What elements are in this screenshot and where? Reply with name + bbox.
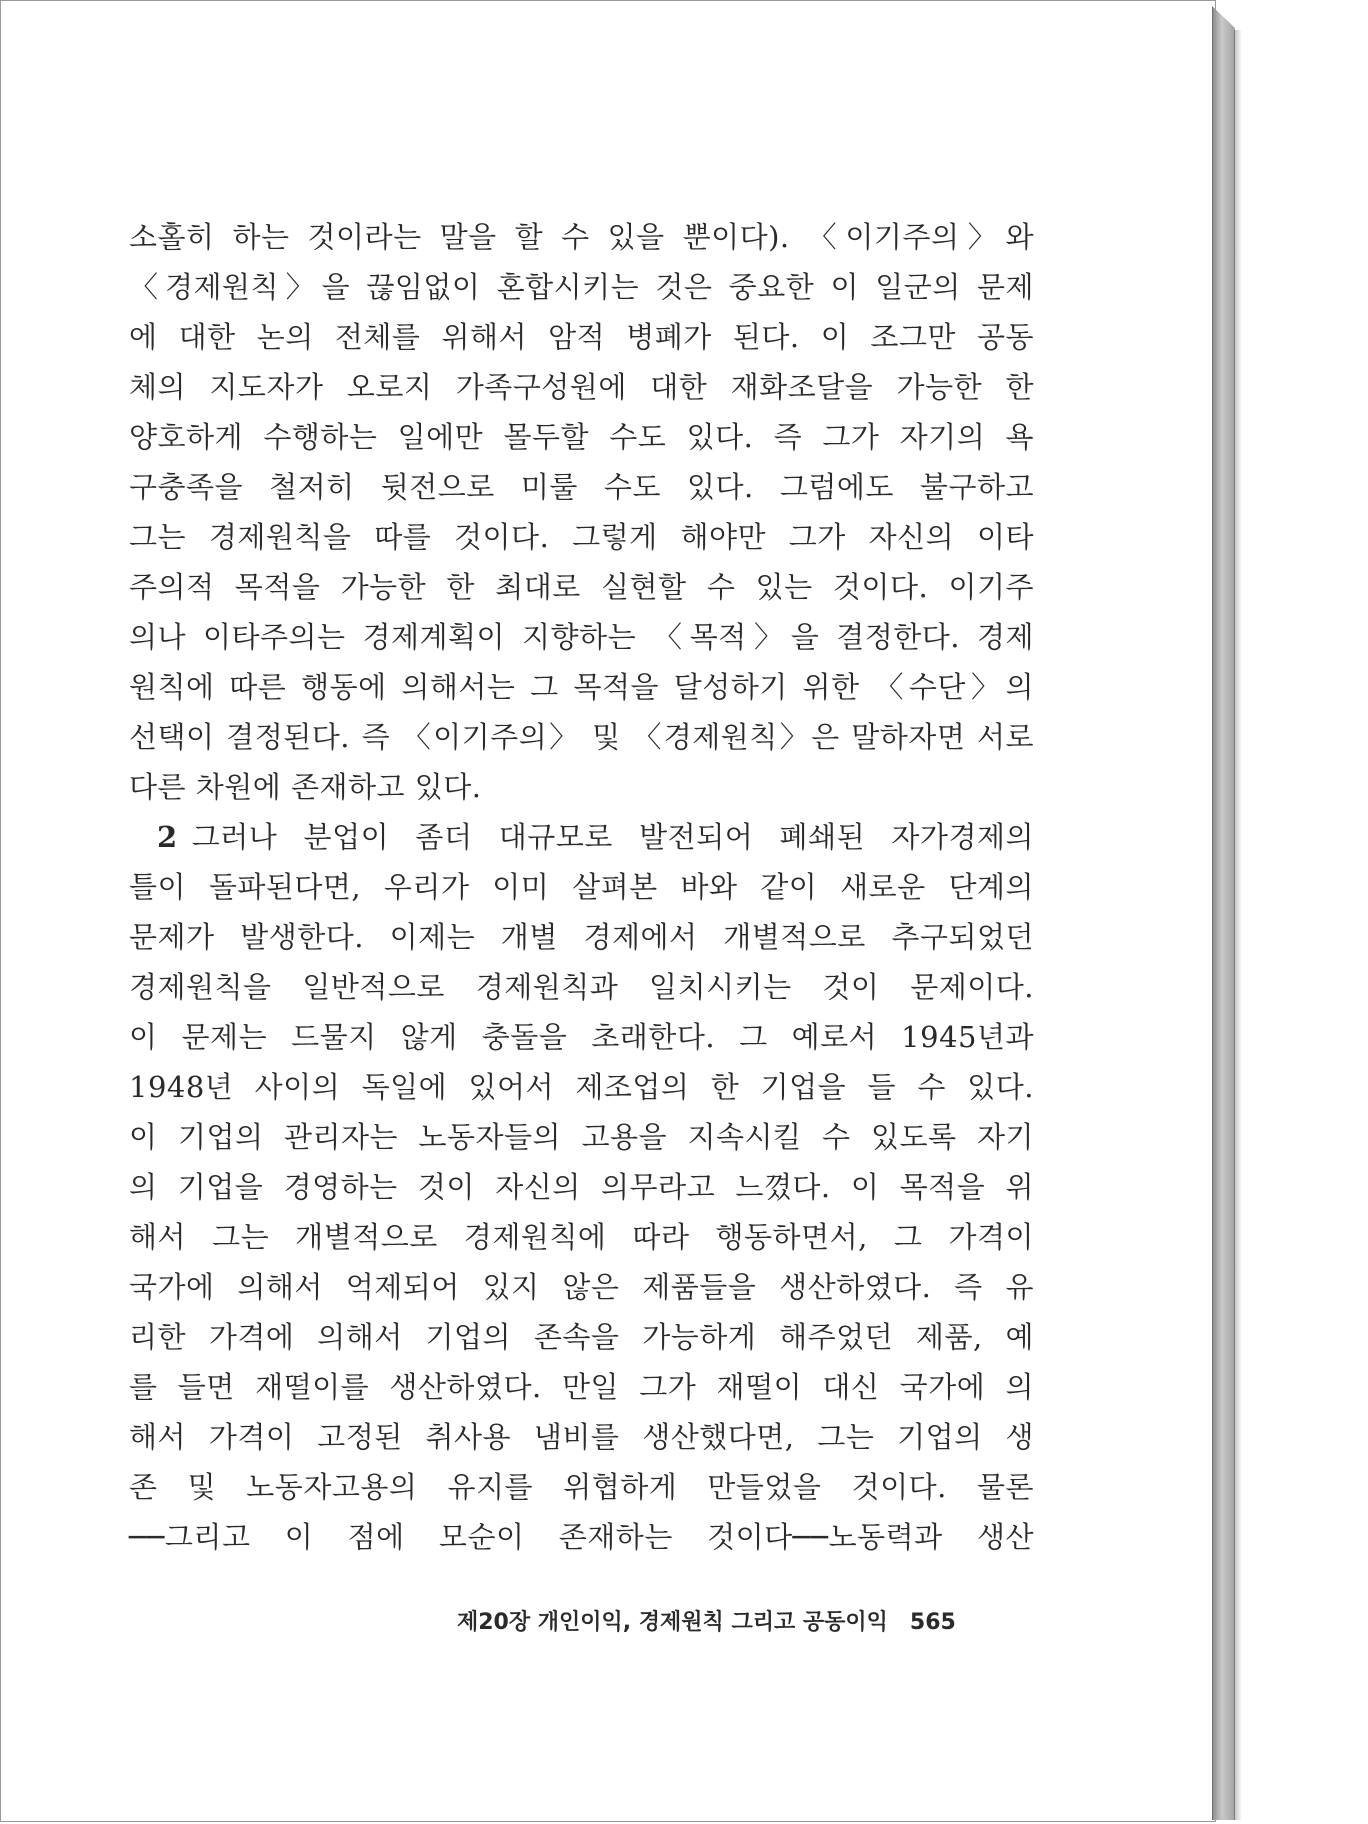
text-line: 를 들면 재떨이를 생산하였다. 만일 그가 재떨이 대신 국가에 의 [129, 1370, 1034, 1404]
text-line: 〈경제원칙〉을 끊임없이 혼합시키는 것은 중요한 이 일군의 문제 [129, 270, 1034, 304]
text-line: 의 기업을 경영하는 것이 자신의 의무라고 느꼈다. 이 목적을 위 [129, 1170, 1034, 1204]
text-line: 선택이 결정된다. 즉 〈이기주의〉 및 〈경제원칙〉은 말하자면 서로 [129, 720, 1034, 754]
running-footer [457, 1603, 1017, 1643]
paragraph-number: 2 [157, 820, 178, 854]
paragraph-2-first-line-text: 그러나 분업이 좀더 대규모로 발전되어 폐쇄된 자가경제의 [191, 820, 1034, 854]
text-line: 소홀히 하는 것이라는 말을 할 수 있을 뿐이다). 〈이기주의〉와 [129, 220, 1034, 254]
text-line: 문제가 발생한다. 이제는 개별 경제에서 개별적으로 추구되었던 [129, 920, 1034, 954]
text-line: 그는 경제원칙을 따를 것이다. 그렇게 해야만 그가 자신의 이타 [129, 520, 1034, 554]
text-line: 체의 지도자가 오로지 가족구성원에 대한 재화조달을 가능한 한 [129, 370, 1034, 404]
text-line: 해서 그는 개별적으로 경제원칙에 따라 행동하면서, 그 가격이 [129, 1220, 1034, 1254]
text-line: 이 기업의 관리자는 노동자들의 고용을 지속시킬 수 있도록 자기 [129, 1120, 1034, 1154]
text-line: ──그리고 이 점에 모순이 존재하는 것이다──노동력과 생산 [129, 1520, 1034, 1554]
page-edge-stack [1212, 6, 1235, 1820]
page-shadow [1234, 30, 1242, 1820]
text-line: 해서 가격이 고정된 취사용 냄비를 생산했다면, 그는 기업의 생 [129, 1420, 1034, 1454]
text-line: 틀이 돌파된다면, 우리가 이미 살펴본 바와 같이 새로운 단계의 [129, 870, 1034, 904]
text-line: 리한 가격에 의해서 기업의 존속을 가능하게 해주었던 제품, 예 [129, 1320, 1034, 1354]
footer-chapter-title: 제20장 개인이익, 경제원칙 그리고 공동이익 [457, 1610, 888, 1635]
text-line: 다른 차원에 존재하고 있다. [129, 770, 482, 804]
paragraph-2-first-line [129, 812, 1034, 862]
text-line: 국가에 의해서 억제되어 있지 않은 제품들을 생산하였다. 즉 유 [129, 1270, 1034, 1304]
text-line: 의나 이타주의는 경제계획이 지향하는 〈목적〉을 결정한다. 경제 [129, 620, 1034, 654]
text-line: 주의적 목적을 가능한 한 최대로 실현할 수 있는 것이다. 이기주 [129, 570, 1034, 604]
text-line: 구충족을 철저히 뒷전으로 미룰 수도 있다. 그럼에도 불구하고 [129, 470, 1034, 504]
page-body-text [129, 212, 1034, 1562]
page-number: 565 [909, 1610, 956, 1635]
text-line: 양호하게 수행하는 일에만 몰두할 수도 있다. 즉 그가 자기의 욕 [129, 420, 1034, 454]
text-line: 이 문제는 드물지 않게 충돌을 초래한다. 그 예로서 1945년과 [129, 1020, 1034, 1054]
text-line: 에 대한 논의 전체를 위해서 암적 병폐가 된다. 이 조그만 공동 [129, 320, 1034, 354]
text-line: 존 및 노동자고용의 유지를 위협하게 만들었을 것이다. 물론 [129, 1470, 1034, 1504]
text-line: 경제원칙을 일반적으로 경제원칙과 일치시키는 것이 문제이다. [129, 970, 1034, 1004]
text-line: 1948년 사이의 독일에 있어서 제조업의 한 기업을 들 수 있다. [129, 1070, 1034, 1104]
text-line: 원칙에 따른 행동에 의해서는 그 목적을 달성하기 위한 〈수단〉의 [129, 670, 1034, 704]
